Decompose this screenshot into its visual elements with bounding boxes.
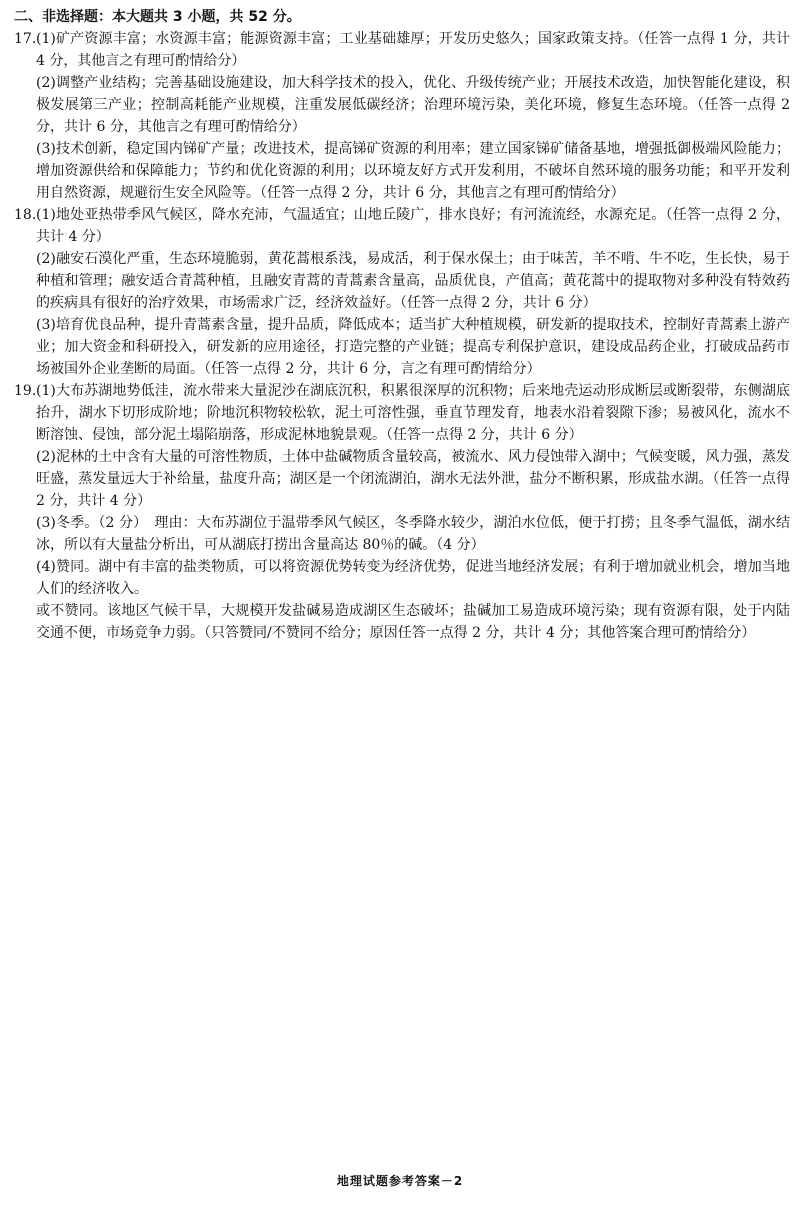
question-17 xyxy=(14,28,790,204)
answer-part: (3)技术创新，稳定国内锑矿产量；改进技术，提高锑矿资源的利用率；建立国家锑矿储备基地，增强抵御极端风险能力；增加资源供给和保障能力；节约和优化资源的利用；以环境友好方式开发利用，不破坏自然环境的服务功能；和平开发利用自然资源，规避衍生安全风险等。（任答一点得 2 分，共计 6 分，其他言之有理可酌情给分） xyxy=(36,141,790,201)
section-title: 二、非选择题：本大题共 3 小题，共 52 分。 xyxy=(14,9,301,25)
answer-part: (1)地处亚热带季风气候区，降水充沛，气温适宜；山地丘陵广，排水良好；有河流流经，水源充足。（任答一点得 2 分，共计 4 分） xyxy=(36,207,790,245)
answer-part: (3)冬季。（2 分） 理由：大布苏湖位于温带季风气候区，冬季降水较少，湖泊水位低，便于打捞；且冬季气温低，湖水结冰，所以有大量盐分析出，可从湖底打捞出含量高达 80％的碱。（4 分） xyxy=(36,515,790,553)
question-number: 19. xyxy=(14,383,37,399)
question-19 xyxy=(14,380,790,644)
answer-part: (1)矿产资源丰富；水资源丰富；能源资源丰富；工业基础雄厚；开发历史悠久；国家政策支持。（任答一点得 1 分，共计 4 分，其他言之有理可酌情给分） xyxy=(36,31,790,69)
answer-part: 或不赞同。该地区气候干旱，大规模开发盐碱易造成湖区生态破坏；盐碱加工易造成环境污染；现有资源有限，处于内陆交通不便，市场竞争力弱。（只答赞同/不赞同不给分；原因任答一点得 2 分，共计 4 分；其他答案合理可酌情给分） xyxy=(36,603,790,641)
page-footer: 地理试题参考答案－2 xyxy=(336,1174,464,1188)
question-number: 17. xyxy=(14,31,37,47)
answer-part: (2)融安石漠化严重，生态环境脆弱，黄花蒿根系浅，易成活，利于保水保土；由于味苦，羊不啃、牛不吃，生长快，易于种植和管理；融安适合青蒿种植，且融安青蒿的青蒿素含量高，品质优良，产值高；黄花蒿中的提取物对多种没有特效药的疾病具有很好的治疗效果，市场需求广泛，经济效益好。（任答一点得 2 分，共计 6 分） xyxy=(36,251,790,311)
question-18 xyxy=(14,204,790,380)
answer-part: (1)大布苏湖地势低洼，流水带来大量泥沙在湖底沉积，积累很深厚的沉积物；后来地壳运动形成断层或断裂带，东侧湖底抬升，湖水下切形成阶地；阶地沉积物较松软，泥土可溶性强，垂直节理发育，地表水沿着裂隙下渗；易被风化，流水不断溶蚀、侵蚀，部分泥土塌陷崩落，形成泥林地貌景观。（任答一点得 2 分，共计 6 分） xyxy=(36,383,790,443)
question-number: 18. xyxy=(14,207,37,223)
answer-part: (3)培育优良品种，提升青蒿素含量，提升品质，降低成本；适当扩大种植规模，研发新的提取技术，控制好青蒿素上游产业；加大资金和科研投入，研发新的应用途径，打造完整的产业链；提高专利保护意识，建设成品药企业，打破成品药市场被国外企业垄断的局面。（任答一点得 2 分，共计 6 分，言之有理可酌情给分） xyxy=(36,317,790,377)
answer-part: (2)调整产业结构；完善基础设施建设，加大科学技术的投入，优化、升级传统产业；开展技术改造，加快智能化建设，积极发展第三产业；控制高耗能产业规模，注重发展低碳经济；治理环境污染，美化环境，修复生态环境。（任答一点得 2 分，共计 6 分，其他言之有理可酌情给分） xyxy=(36,75,790,135)
answer-part: (4)赞同。湖中有丰富的盐类物质，可以将资源优势转变为经济优势，促进当地经济发展；有利于增加就业机会，增加当地人们的经济收入。 xyxy=(36,559,790,597)
answer-page xyxy=(14,6,790,644)
answer-part: (2)泥林的土中含有大量的可溶性物质，土体中盐碱物质含量较高，被流水、风力侵蚀带入湖中；气候变暖，风力强，蒸发旺盛，蒸发量远大于补给量，盐度升高；湖区是一个闭流湖泊，湖水无法外泄，盐分不断积累，形成盐水湖。（任答一点得 2 分，共计 4 分） xyxy=(36,449,790,509)
